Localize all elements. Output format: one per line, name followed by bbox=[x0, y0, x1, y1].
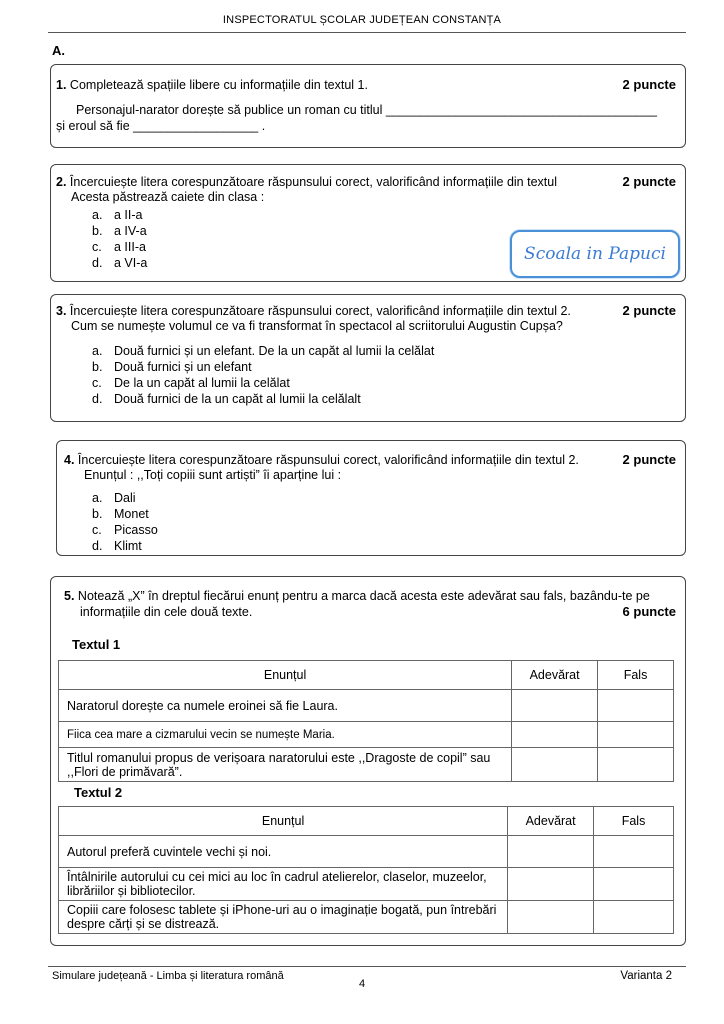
true-answer-cell[interactable] bbox=[512, 690, 598, 722]
true-answer-cell[interactable] bbox=[508, 836, 594, 868]
option-c[interactable]: c. Picasso bbox=[92, 523, 158, 537]
table-row bbox=[59, 901, 674, 934]
column-header: Fals bbox=[594, 807, 674, 836]
false-answer-cell[interactable] bbox=[598, 748, 674, 782]
option-b[interactable]: b. Monet bbox=[92, 507, 149, 521]
table-row bbox=[59, 722, 674, 748]
true-answer-cell[interactable] bbox=[512, 748, 598, 782]
false-answer-cell[interactable] bbox=[598, 690, 674, 722]
section-label: A. bbox=[52, 43, 65, 58]
question-2-points: 2 puncte bbox=[622, 174, 676, 189]
table-1 bbox=[58, 660, 674, 782]
question-4-points: 2 puncte bbox=[622, 452, 676, 467]
table-header-row bbox=[59, 807, 674, 836]
table-row bbox=[59, 868, 674, 901]
question-text: Încercuiește litera corespunzătoare răspunsului corect, valorificând informațiile din textul 2. bbox=[77, 453, 579, 467]
question-text: Notează „X” în dreptul fiecărui enunț pentru a marca dacă acesta este adevărat sau fals, bazându-te pe bbox=[77, 589, 650, 603]
question-number: 5. bbox=[64, 589, 75, 603]
question-number: 2. bbox=[56, 175, 67, 189]
true-answer-cell[interactable] bbox=[508, 901, 594, 934]
question-1-fill-line-1[interactable]: Personajul-narator dorește să publice un roman cu titlul _______________________________________ bbox=[76, 103, 658, 117]
option-d[interactable]: d. Klimt bbox=[92, 539, 142, 550]
false-answer-cell[interactable] bbox=[598, 722, 674, 748]
footer-page-number: 4 bbox=[358, 978, 366, 990]
question-text: Încercuiește litera corespunzătoare răspunsului corect, valorificând informațiile din textul bbox=[69, 175, 557, 189]
question-1-prompt bbox=[56, 77, 576, 93]
question-3-prompt bbox=[56, 303, 616, 319]
question-2-options bbox=[92, 207, 392, 271]
question-3-points: 2 puncte bbox=[622, 303, 676, 318]
statement-cell: Copiii care folosesc tablete și iPhone-uri au o imaginație bogată, pun întrebări despre cărți și se distrează. bbox=[59, 901, 508, 934]
question-3-question: Cum se numește volumul ce va fi transformat în spectacol al scriitorului Augustin Cupșa? bbox=[71, 319, 563, 333]
option-c[interactable]: c. De la un capăt al lumii la celălat bbox=[92, 376, 290, 390]
question-number: 4. bbox=[64, 453, 75, 467]
question-2-prompt bbox=[56, 174, 616, 190]
question-number: 1. bbox=[56, 78, 67, 92]
table-row bbox=[59, 836, 674, 868]
option-d[interactable]: d. a VI-a bbox=[92, 256, 148, 270]
option-b[interactable]: b. a IV-a bbox=[92, 224, 147, 238]
table-2 bbox=[58, 806, 674, 934]
statement-cell: Autorul preferă cuvintele vechi și noi. bbox=[59, 836, 508, 868]
column-header: Enunțul bbox=[59, 661, 512, 690]
question-5-points: 6 puncte bbox=[622, 604, 676, 619]
statement-cell: Naratorul dorește ca numele eroinei să fie Laura. bbox=[59, 690, 512, 722]
option-d[interactable]: d. Două furnici de la un capăt al lumii la celălalt bbox=[92, 392, 361, 406]
footer-exam-title: Simulare județeană - Limba și literatura română bbox=[52, 970, 284, 982]
question-3-options bbox=[92, 343, 652, 407]
question-5-prompt bbox=[64, 588, 684, 604]
table-header-row bbox=[59, 661, 674, 690]
false-answer-cell[interactable] bbox=[594, 868, 674, 901]
column-header: Enunțul bbox=[59, 807, 508, 836]
question-4-prompt bbox=[64, 452, 620, 468]
statement-cell: Întâlnirile autorului cu cei mici au loc în cadrul atelierelor, claselor, muzeelor, librăriilor și bibliotecilor. bbox=[59, 868, 508, 901]
question-1-points: 2 puncte bbox=[622, 77, 676, 92]
footer-variant: Varianta 2 bbox=[620, 970, 672, 982]
false-answer-cell[interactable] bbox=[594, 901, 674, 934]
option-a[interactable]: a. Două furnici și un elefant. De la un capăt al lumii la celălat bbox=[92, 344, 435, 358]
table-row bbox=[59, 748, 674, 782]
question-4-question: Enunțul : ,,Toți copiii sunt artiști” îi aparține lui : bbox=[84, 468, 342, 482]
table-2-caption: Textul 2 bbox=[74, 785, 123, 800]
table-1-caption: Textul 1 bbox=[72, 637, 121, 652]
table-row bbox=[59, 690, 674, 722]
question-2-question: Acesta păstrează caiete din clasa : bbox=[71, 190, 265, 204]
option-b[interactable]: b. Două furnici și un elefant bbox=[92, 360, 252, 374]
header-divider bbox=[48, 32, 686, 33]
option-c[interactable]: c. a III-a bbox=[92, 240, 146, 254]
question-number: 3. bbox=[56, 304, 67, 318]
question-4-options bbox=[92, 490, 392, 550]
statement-cell: Titlul romanului propus de verișoara naratorului este ,,Dragoste de copil” sau ,,Flori de primăvară”. bbox=[59, 748, 512, 782]
footer-divider bbox=[48, 966, 686, 967]
column-header: Adevărat bbox=[508, 807, 594, 836]
true-answer-cell[interactable] bbox=[508, 868, 594, 901]
statement-cell: Fiica cea mare a cizmarului vecin se numește Maria. bbox=[59, 722, 512, 748]
question-5-prompt-cont: informațiile din cele două texte. bbox=[80, 605, 253, 619]
false-answer-cell[interactable] bbox=[594, 836, 674, 868]
page-header-title: INSPECTORATUL ȘCOLAR JUDEȚEAN CONSTANȚA bbox=[222, 14, 502, 26]
column-header: Fals bbox=[598, 661, 674, 690]
watermark-logo: Scoala in Papuci bbox=[510, 230, 680, 278]
true-answer-cell[interactable] bbox=[512, 722, 598, 748]
question-text: Încercuiește litera corespunzătoare răspunsului corect, valorificând informațiile din textul 2. bbox=[69, 304, 571, 318]
option-a[interactable]: a. a II-a bbox=[92, 208, 143, 222]
question-text: Completează spațiile libere cu informațiile din textul 1. bbox=[69, 78, 368, 92]
column-header: Adevărat bbox=[512, 661, 598, 690]
question-1-fill-line-2[interactable]: și eroul să fie __________________ . bbox=[56, 119, 266, 133]
option-a[interactable]: a. Dali bbox=[92, 491, 136, 505]
